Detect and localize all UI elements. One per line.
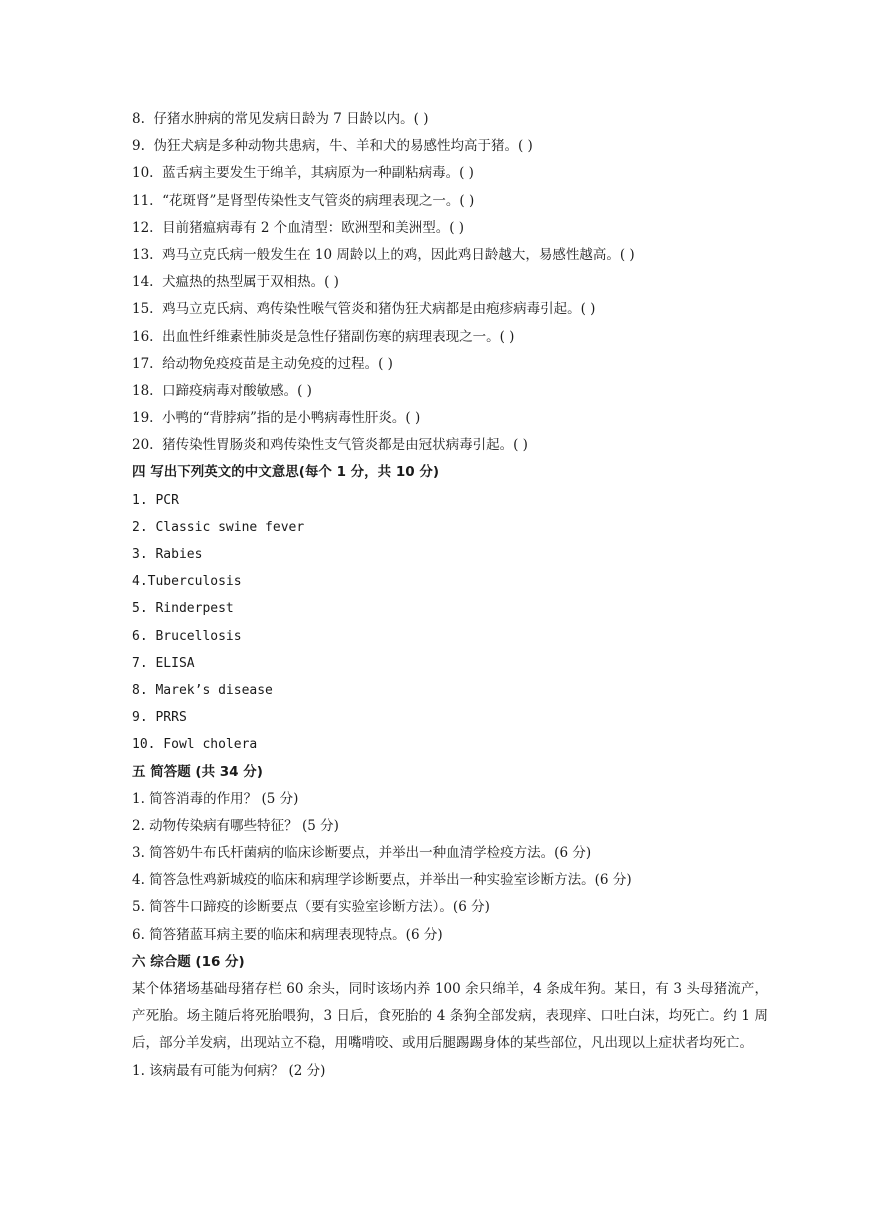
tf-item-text: 口蹄疫病毒对酸敏感。( ) bbox=[162, 382, 312, 399]
short-answer-item: 3. 简答奶牛布氏杆菌病的临床诊断要点，并举出一种血清学检疫方法。(6 分) bbox=[132, 845, 592, 862]
tf-item-text: “花斑肾”是肾型传染性支气管炎的病理表现之一。( ) bbox=[162, 192, 475, 209]
term-item: 4.Tuberculosis bbox=[132, 574, 242, 590]
tf-item-13 bbox=[132, 242, 772, 269]
tf-item-11 bbox=[132, 188, 772, 215]
tf-item-number: 10. bbox=[132, 165, 154, 182]
english-terms-list bbox=[132, 487, 772, 759]
tf-item-14 bbox=[132, 269, 772, 296]
tf-item-9 bbox=[132, 133, 772, 160]
tf-item-number: 13. bbox=[132, 246, 154, 263]
tf-item-10 bbox=[132, 160, 772, 187]
page-content bbox=[132, 106, 772, 1085]
tf-item-number: 12. bbox=[132, 219, 154, 236]
short-answer-item: 6. 简答猪蓝耳病主要的临床和病理表现特点。(6 分) bbox=[132, 926, 443, 943]
true-false-list bbox=[132, 106, 772, 459]
tf-item-number: 18. bbox=[132, 382, 154, 399]
tf-item-text: 出血性纤维素性肺炎是急性仔猪副伤寒的病理表现之一。( ) bbox=[162, 328, 515, 345]
tf-item-number: 15. bbox=[132, 301, 154, 318]
tf-item-8 bbox=[132, 106, 772, 133]
case-paragraph: 某个体猪场基础母猪存栏 60 余头，同时该场内养 100 余只绵羊，4 条成年狗。某日，有 3 头母猪流产，产死胎。场主随后将死胎喂狗，3 日后，食死胎的 4 条狗全部发病，表现痒、口吐白沫，均死亡。约 1 周后，部分羊发病，出现站立不稳，用嘴啃咬、或用后腿踢踢身体的某些部位，凡出现以上症状者均死亡。 bbox=[132, 981, 768, 1052]
tf-item-19 bbox=[132, 405, 772, 432]
tf-item-text: 鸡马立克氏病、鸡传染性喉气管炎和猪伪狂犬病都是由疱疹病毒引起。( ) bbox=[162, 301, 596, 318]
case-question: 1. 该病最有可能为何病？ (2 分) bbox=[132, 1062, 326, 1079]
term-item: 5. Rinderpest bbox=[132, 601, 234, 617]
tf-item-12 bbox=[132, 215, 772, 242]
tf-item-number: 16. bbox=[132, 328, 154, 345]
section-6-title: 六 综合题 (16 分) bbox=[132, 953, 245, 970]
short-answer-item: 5. 简答牛口蹄疫的诊断要点（要有实验室诊断方法）。(6 分) bbox=[132, 899, 490, 916]
tf-item-number: 11. bbox=[132, 192, 154, 209]
term-item: 6. Brucellosis bbox=[132, 628, 242, 644]
tf-item-text: 猪传染性胃肠炎和鸡传染性支气管炎都是由冠状病毒引起。( ) bbox=[162, 437, 528, 454]
tf-item-15 bbox=[132, 296, 772, 323]
tf-item-text: 小鸭的“背脖病”指的是小鸭病毒性肝炎。( ) bbox=[162, 410, 421, 427]
tf-item-text: 仔猪水肿病的常见发病日龄为 7 日龄以内。( ) bbox=[153, 111, 429, 127]
term-item: 10. Fowl cholera bbox=[132, 737, 258, 753]
term-item: 7. ELISA bbox=[132, 655, 195, 671]
tf-item-20 bbox=[132, 432, 772, 459]
short-answer-item: 2. 动物传染病有哪些特征？ (5 分) bbox=[132, 817, 339, 834]
tf-item-number: 20. bbox=[132, 437, 154, 454]
tf-item-number: 19. bbox=[132, 410, 154, 427]
tf-item-number: 9. bbox=[132, 138, 145, 155]
tf-item-number: 14. bbox=[132, 274, 154, 291]
term-item: 1. PCR bbox=[132, 492, 179, 508]
section-5-title: 五 简答题 (共 34 分) bbox=[132, 763, 263, 780]
tf-item-text: 鸡马立克氏病一般发生在 10 周龄以上的鸡，因此鸡日龄越大，易感性越高。( ) bbox=[162, 246, 635, 263]
short-answer-list bbox=[132, 786, 772, 949]
tf-item-number: 17. bbox=[132, 355, 154, 372]
short-answer-item: 1. 简答消毒的作用？ (5 分) bbox=[132, 790, 299, 807]
term-item: 8. Marek’s disease bbox=[132, 682, 273, 698]
term-item: 3. Rabies bbox=[132, 547, 203, 562]
short-answer-item: 4. 简答急性鸡新城疫的临床和病理学诊断要点，并举出一种实验室诊断方法。(6 分) bbox=[132, 872, 632, 889]
term-item: 9. PRRS bbox=[132, 710, 187, 726]
tf-item-16 bbox=[132, 324, 772, 351]
tf-item-text: 给动物免疫疫苗是主动免疫的过程。( ) bbox=[162, 355, 393, 372]
tf-item-17 bbox=[132, 351, 772, 378]
tf-item-text: 犬瘟热的热型属于双相热。( ) bbox=[162, 274, 339, 291]
section-4-title: 四 写出下列英文的中文意思(每个 1 分，共 10 分) bbox=[132, 464, 440, 481]
term-item: 2. Classic swine fever bbox=[132, 519, 305, 535]
tf-item-number: 8. bbox=[132, 111, 145, 127]
tf-item-18 bbox=[132, 378, 772, 405]
tf-item-text: 伪狂犬病是多种动物共患病，牛、羊和犬的易感性均高于猪。( ) bbox=[153, 138, 533, 155]
tf-item-text: 蓝舌病主要发生于绵羊，其病原为一种副粘病毒。( ) bbox=[162, 165, 474, 182]
tf-item-text: 目前猪瘟病毒有 2 个血清型：欧洲型和美洲型。( ) bbox=[162, 219, 465, 236]
